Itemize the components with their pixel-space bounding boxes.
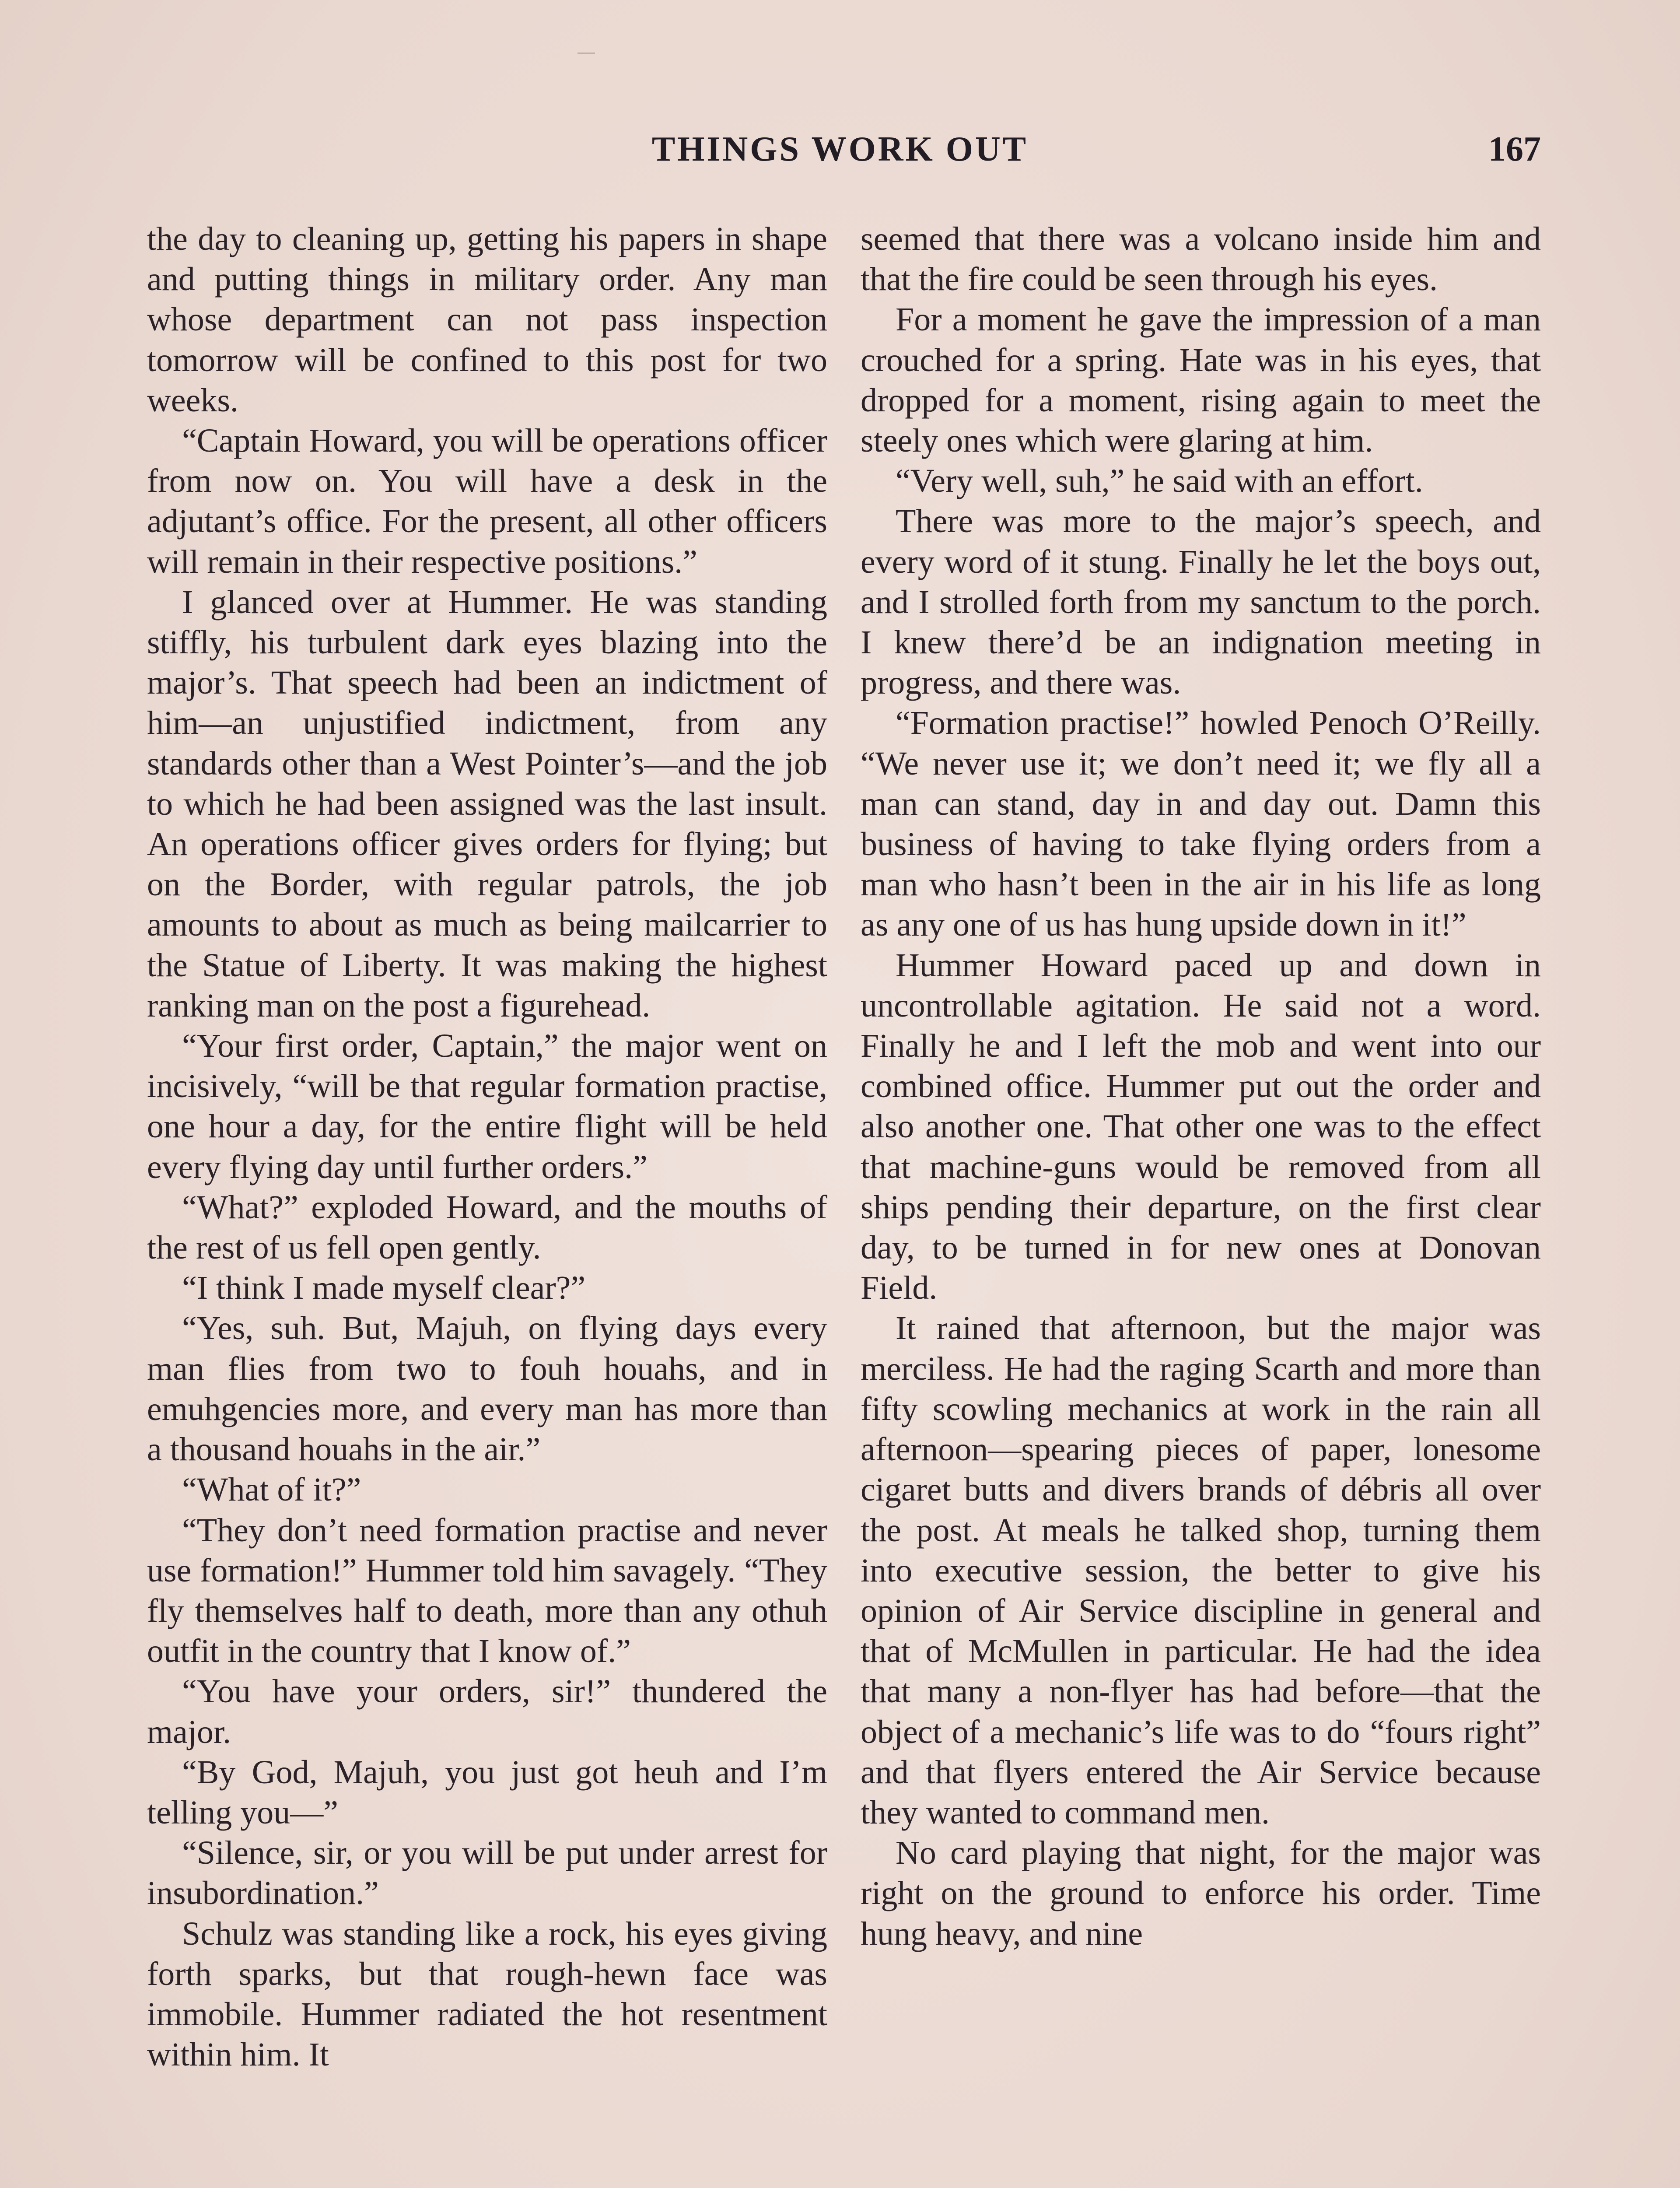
paragraph: “What?” exploded Howard, and the mouths of the rest of us fell open gently. [147,1189,827,1266]
paragraph: “Very well, suh,” he said with an effort. [896,463,1423,500]
paragraph: It rained that afternoon, but the major was merciless. He had the raging Scarth and more than fifty scowling mechanics at work in the rain all afternoon—spearing pieces of paper, lonesome cigaret butts and divers brands of débris all over the post. At meals he talked shop, turning them into executive session, the better to give his opinion of Air Service discipline in general and that of McMullen in particular. He had the idea that many a non-flyer has had before—that the object of a mechanic’s life was to do “fours right” and that flyers entered the Air Service because they wanted to command men. [861,1310,1541,1831]
page-header [0,130,1680,178]
paragraph: “Silence, sir, or you will be put under arrest for insubordination.” [147,1834,827,1912]
paragraph: seemed that there was a volcano inside him and that the fire could be seen through his eyes. [861,221,1541,298]
left-text-column [147,219,827,2188]
paragraph: Schulz was standing like a rock, his eyes giving forth sparks, but that rough-hewn face was immobile. Hummer radiated the hot resentment within him. It [147,1915,827,2073]
paragraph: I glanced over at Hummer. He was standing stiffly, his turbulent dark eyes blazing into the major’s. That speech had been an indictment of him—an unjustified indictment, from any standards other than a West Pointer’s—and the job to which he had been assigned was the last insult. An operations officer gives orders for flying; but on the Border, with regular patrols, the job amounts to about as much as being mailcarrier to the Statue of Liberty. It was making the highest ranking man on the post a figurehead. [147,583,827,1024]
paragraph: “I think I made myself clear?” [182,1269,586,1307]
paragraph: Hummer Howard paced up and down in uncontrollable agitation. He said not a word. Finally he and I left the mob and went into our combined office. Hummer put out the order and also another one. That other one was to the effect that machine-guns would be removed from all ships pending their departure, on the first clear day, to be turned in for new ones at Donovan Field. [861,947,1541,1307]
paragraph: There was more to the major’s speech, and every word of it stung. Finally he let the boys out, and I strolled forth from my sanctum to the porch. I knew there’d be an indignation meeting in progress, and there was. [861,503,1541,701]
paragraph: “Formation practise!” howled Penoch O’Reilly. “We never use it; we don’t need it; we fly all a man can stand, day in and day out. Damn this business of having to take flying orders from a man who hasn’t been in the air in his life as long as any one of us has hung upside down in it!” [861,705,1541,943]
paragraph: For a moment he gave the impression of a man crouched for a spring. Hate was in his eyes, that dropped for a moment, rising again to meet the steely ones which were glaring at him. [861,301,1541,459]
paragraph: “By God, Majuh, you just got heuh and I’m telling you—” [147,1753,827,1831]
running-head: THINGS WORK OUT [651,130,1029,168]
paragraph: “You have your orders, sir!” thundered the major. [147,1673,827,1750]
paragraph: “What of it?” [182,1471,361,1508]
print-mark [578,53,595,54]
paragraph: No card playing that night, for the major was right on the ground to enforce his order. Time hung heavy, and nine [861,1834,1541,1952]
paragraph: “Your first order, Captain,” the major went on incisively, “will be that regular formation practise, one hour a day, for the entire flight will be held every flying day until further orders.” [147,1027,827,1185]
paragraph: “Captain Howard, you will be operations officer from now on. You will have a desk in the adjutant’s office. For the present, all other officers will remain in their respective positions.” [147,422,827,580]
paragraph: “Yes, suh. But, Majuh, on flying days every man flies from two to fouh houahs, and in emuhgencies more, and every man has more than a thousand houahs in the air.” [147,1310,827,1468]
paragraph: “They don’t need formation practise and never use formation!” Hummer told him savagely. “They fly themselves half to death, more than any othuh outfit in the country that I know of.” [147,1511,827,1670]
right-text-column [861,219,1541,2188]
page-number: 167 [1488,130,1541,168]
paragraph: the day to cleaning up, getting his papers in shape and putting things in military order. Any man whose department can not pass inspection tomorrow will be confined to this post for two weeks. [147,221,827,419]
